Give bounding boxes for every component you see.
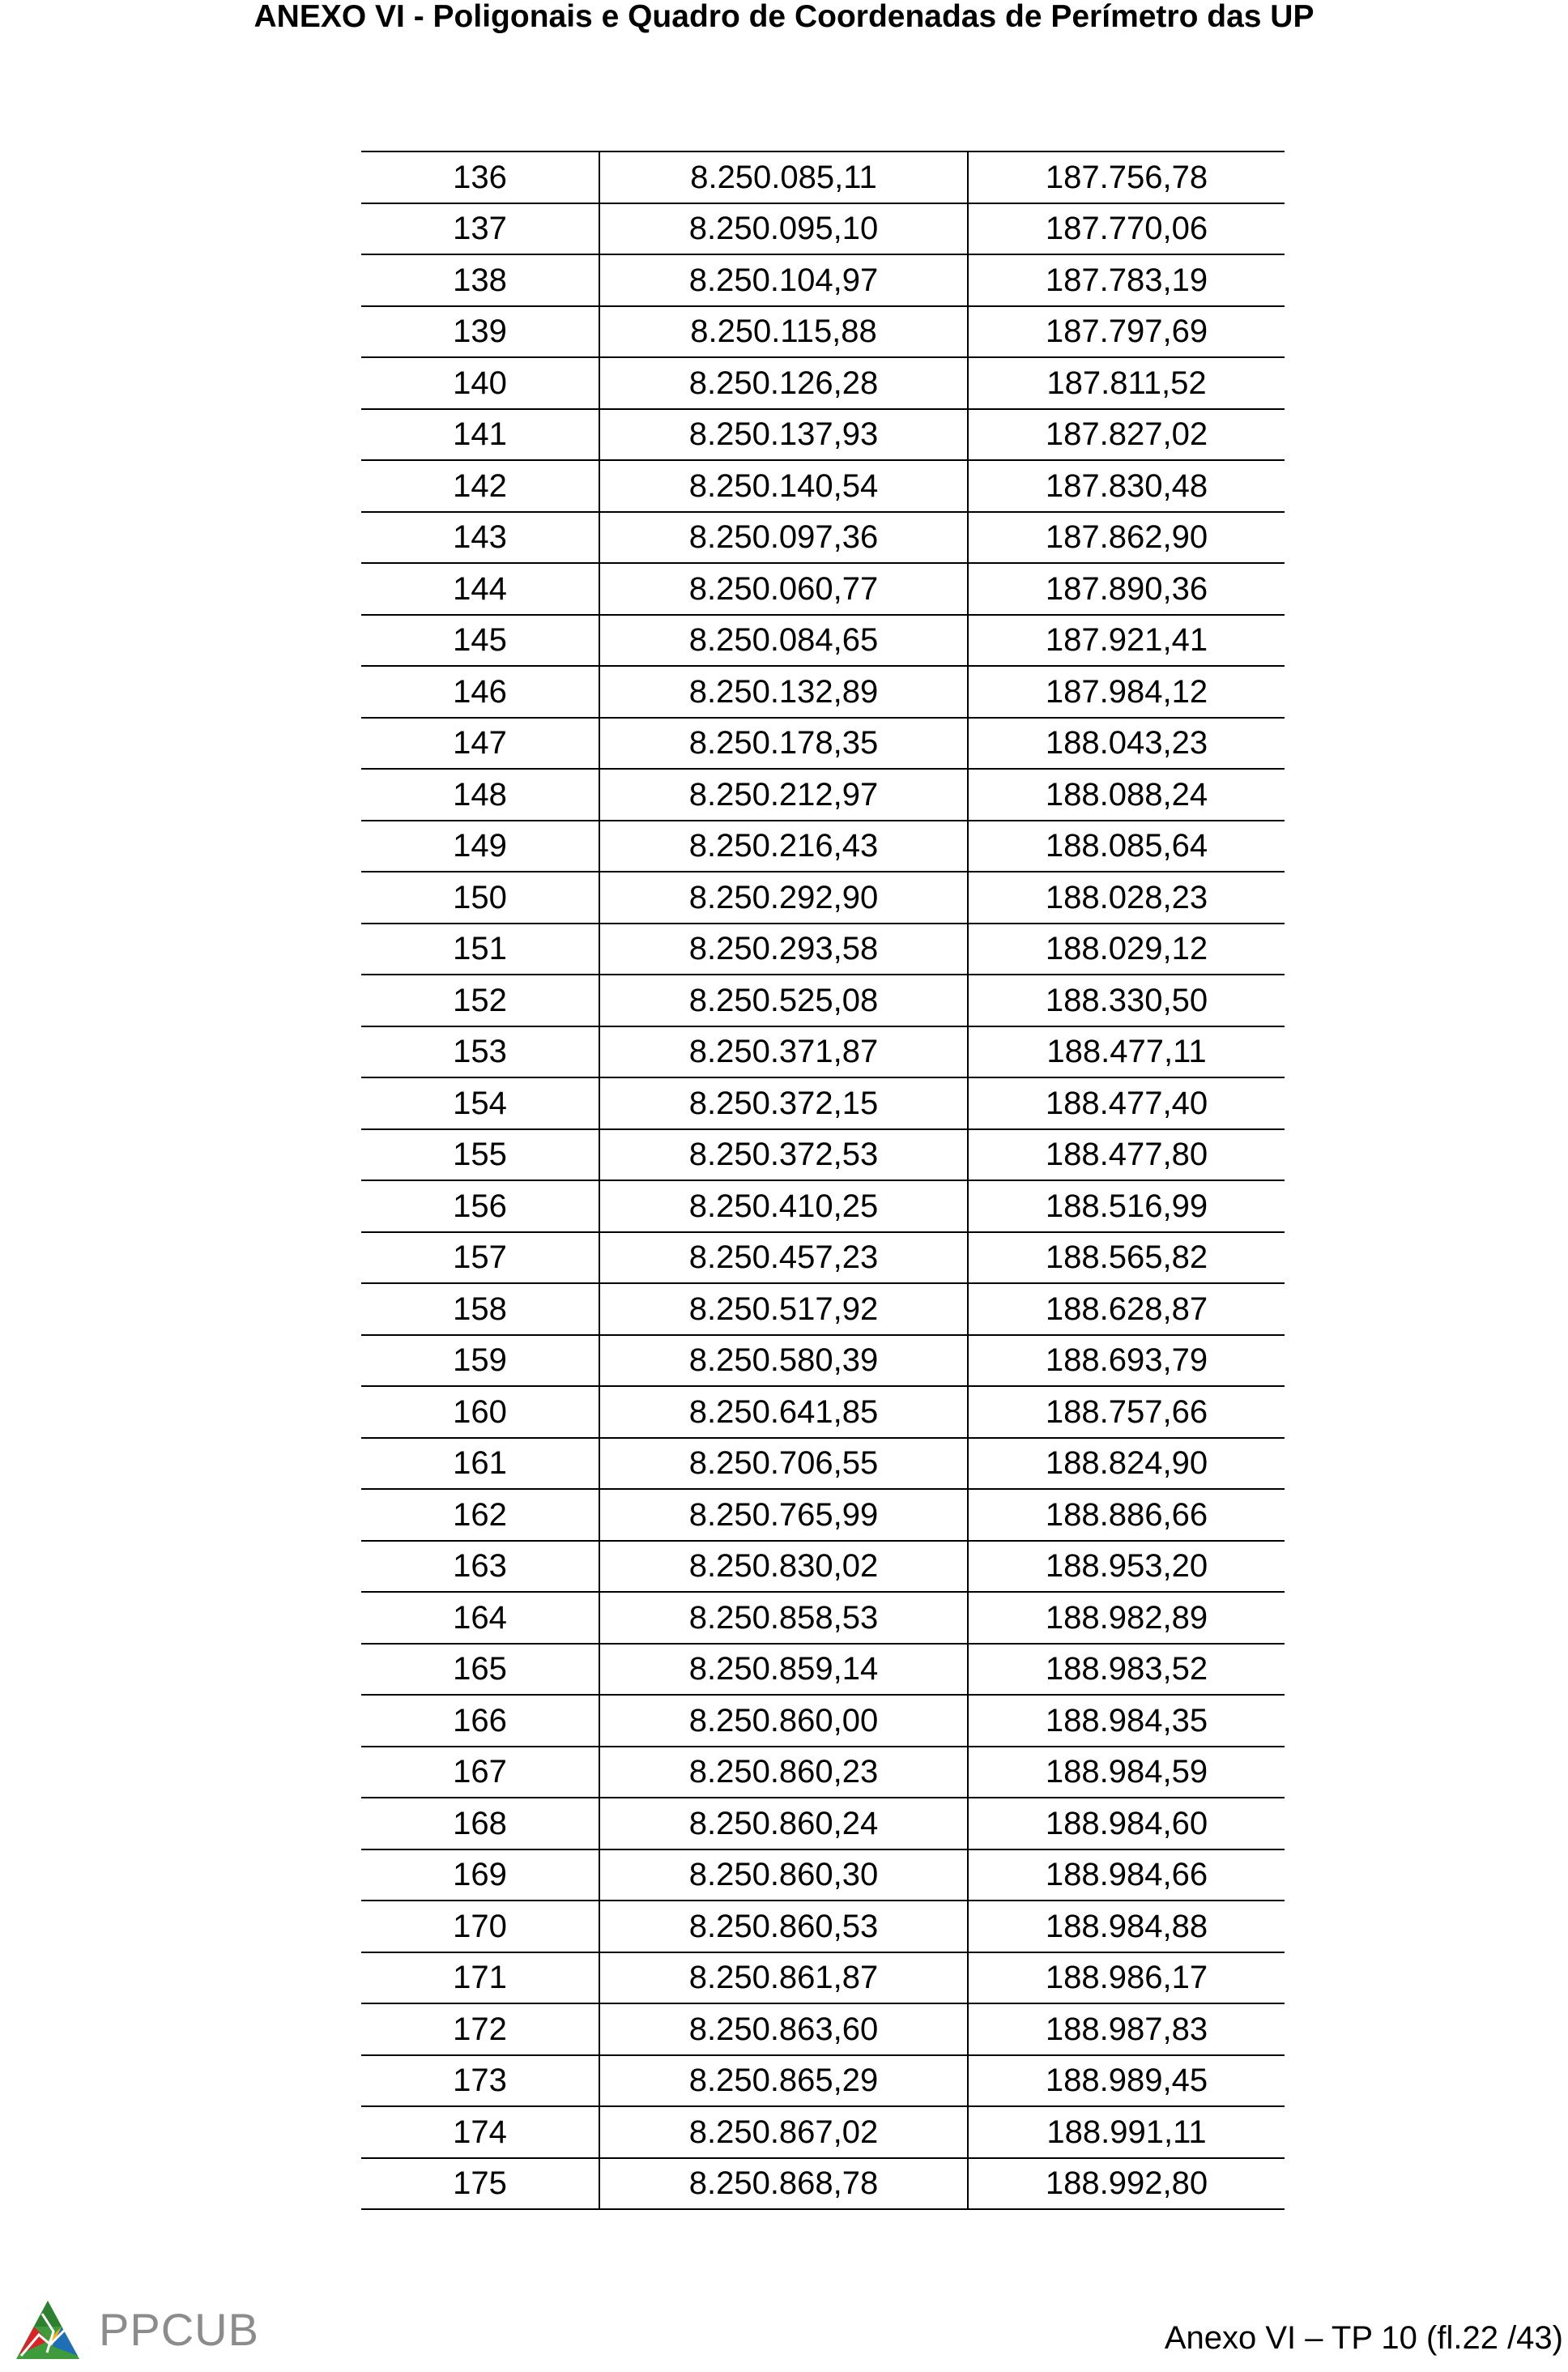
table-row — [361, 718, 1285, 770]
table-row — [361, 1798, 1285, 1849]
title-rest: Poligonais e Quadro de Coordenadas de Perímetro das UP — [432, 0, 1314, 34]
col-coord-b-cell: 187.984,12 — [968, 666, 1285, 718]
table-row — [361, 1335, 1285, 1387]
col-coord-a-cell: 8.250.858,53 — [599, 1592, 968, 1644]
title-prefix: ANEXO VI — [254, 0, 405, 34]
col-coord-b-cell: 187.862,90 — [968, 512, 1285, 564]
col-coord-b-cell: 188.565,82 — [968, 1232, 1285, 1284]
col-point-cell: 155 — [361, 1129, 599, 1181]
col-point-cell: 173 — [361, 2055, 599, 2107]
col-coord-a-cell: 8.250.293,58 — [599, 924, 968, 975]
table-row — [361, 924, 1285, 975]
col-point-cell: 139 — [361, 306, 599, 358]
col-coord-b-cell: 187.797,69 — [968, 306, 1285, 358]
col-coord-a-cell: 8.250.178,35 — [599, 718, 968, 770]
table-row — [361, 357, 1285, 409]
col-coord-b-cell: 188.824,90 — [968, 1438, 1285, 1490]
col-coord-b-cell: 188.984,35 — [968, 1695, 1285, 1747]
col-coord-b-cell: 188.987,83 — [968, 2003, 1285, 2055]
col-coord-a-cell: 8.250.765,99 — [599, 1489, 968, 1541]
table-row — [361, 1541, 1285, 1593]
coordinates-table-body — [361, 151, 1285, 2209]
col-coord-b-cell: 188.757,66 — [968, 1386, 1285, 1438]
col-point-cell: 143 — [361, 512, 599, 564]
col-coord-a-cell: 8.250.457,23 — [599, 1232, 968, 1284]
col-point-cell: 166 — [361, 1695, 599, 1747]
col-point-cell: 156 — [361, 1180, 599, 1232]
col-coord-a-cell: 8.250.860,23 — [599, 1747, 968, 1798]
table-row — [361, 1077, 1285, 1129]
table-row — [361, 1180, 1285, 1232]
col-coord-a-cell: 8.250.137,93 — [599, 409, 968, 461]
col-point-cell: 168 — [361, 1798, 599, 1849]
col-coord-a-cell: 8.250.085,11 — [599, 151, 968, 203]
table-row — [361, 821, 1285, 872]
col-coord-a-cell: 8.250.216,43 — [599, 821, 968, 872]
col-coord-b-cell: 188.984,60 — [968, 1798, 1285, 1849]
col-coord-a-cell: 8.250.140,54 — [599, 460, 968, 512]
table-row — [361, 1026, 1285, 1078]
col-coord-a-cell: 8.250.860,24 — [599, 1798, 968, 1849]
table-row — [361, 1489, 1285, 1541]
table-row — [361, 1952, 1285, 2004]
page-title — [0, 0, 1568, 42]
title-separator: - — [404, 0, 433, 34]
table-row — [361, 1901, 1285, 1952]
table-row — [361, 409, 1285, 461]
col-coord-b-cell: 188.953,20 — [968, 1541, 1285, 1593]
col-coord-b-cell: 187.783,19 — [968, 254, 1285, 306]
col-coord-b-cell: 188.088,24 — [968, 769, 1285, 821]
col-point-cell: 170 — [361, 1901, 599, 1952]
col-point-cell: 174 — [361, 2106, 599, 2158]
col-point-cell: 137 — [361, 203, 599, 255]
table-row — [361, 1849, 1285, 1901]
col-coord-b-cell: 188.986,17 — [968, 1952, 1285, 2004]
col-coord-a-cell: 8.250.097,36 — [599, 512, 968, 564]
col-coord-a-cell: 8.250.410,25 — [599, 1180, 968, 1232]
col-point-cell: 153 — [361, 1026, 599, 1078]
table-row — [361, 1695, 1285, 1747]
col-point-cell: 148 — [361, 769, 599, 821]
col-coord-a-cell: 8.250.292,90 — [599, 872, 968, 924]
col-coord-b-cell: 188.992,80 — [968, 2158, 1285, 2210]
col-coord-a-cell: 8.250.115,88 — [599, 306, 968, 358]
col-coord-b-cell: 188.983,52 — [968, 1644, 1285, 1696]
col-point-cell: 146 — [361, 666, 599, 718]
table-row — [361, 254, 1285, 306]
col-coord-b-cell: 188.029,12 — [968, 924, 1285, 975]
table-row — [361, 769, 1285, 821]
table-row — [361, 975, 1285, 1026]
col-point-cell: 157 — [361, 1232, 599, 1284]
col-coord-b-cell: 188.984,59 — [968, 1747, 1285, 1798]
col-point-cell: 171 — [361, 1952, 599, 2004]
col-coord-a-cell: 8.250.126,28 — [599, 357, 968, 409]
col-coord-a-cell: 8.250.859,14 — [599, 1644, 968, 1696]
col-coord-a-cell: 8.250.132,89 — [599, 666, 968, 718]
col-coord-a-cell: 8.250.860,30 — [599, 1849, 968, 1901]
col-point-cell: 172 — [361, 2003, 599, 2055]
col-point-cell: 150 — [361, 872, 599, 924]
col-point-cell: 144 — [361, 563, 599, 615]
table-row — [361, 2106, 1285, 2158]
col-point-cell: 162 — [361, 1489, 599, 1541]
ppcub-triangle-logo-icon — [15, 2299, 81, 2361]
col-point-cell: 141 — [361, 409, 599, 461]
col-coord-b-cell: 188.628,87 — [968, 1283, 1285, 1335]
col-coord-b-cell: 188.028,23 — [968, 872, 1285, 924]
col-coord-b-cell: 187.811,52 — [968, 357, 1285, 409]
col-point-cell: 152 — [361, 975, 599, 1026]
col-point-cell: 167 — [361, 1747, 599, 1798]
col-coord-b-cell: 187.890,36 — [968, 563, 1285, 615]
col-point-cell: 154 — [361, 1077, 599, 1129]
table-row — [361, 460, 1285, 512]
col-coord-a-cell: 8.250.867,02 — [599, 2106, 968, 2158]
col-coord-b-cell: 188.477,80 — [968, 1129, 1285, 1181]
col-coord-a-cell: 8.250.863,60 — [599, 2003, 968, 2055]
col-point-cell: 163 — [361, 1541, 599, 1593]
col-point-cell: 147 — [361, 718, 599, 770]
col-coord-a-cell: 8.250.868,78 — [599, 2158, 968, 2210]
col-coord-b-cell: 188.330,50 — [968, 975, 1285, 1026]
table-row — [361, 563, 1285, 615]
col-coord-b-cell: 188.043,23 — [968, 718, 1285, 770]
table-row — [361, 666, 1285, 718]
table-row — [361, 2158, 1285, 2210]
col-coord-a-cell: 8.250.830,02 — [599, 1541, 968, 1593]
table-row — [361, 2055, 1285, 2107]
col-point-cell: 159 — [361, 1335, 599, 1387]
col-coord-a-cell: 8.250.641,85 — [599, 1386, 968, 1438]
logo-text: PPCUB — [99, 2304, 259, 2355]
col-point-cell: 145 — [361, 615, 599, 667]
col-coord-a-cell: 8.250.060,77 — [599, 563, 968, 615]
col-coord-a-cell: 8.250.706,55 — [599, 1438, 968, 1490]
table-row — [361, 1386, 1285, 1438]
col-point-cell: 140 — [361, 357, 599, 409]
col-coord-b-cell: 187.827,02 — [968, 409, 1285, 461]
col-point-cell: 164 — [361, 1592, 599, 1644]
table-row — [361, 1232, 1285, 1284]
table-row — [361, 1592, 1285, 1644]
col-coord-b-cell: 188.085,64 — [968, 821, 1285, 872]
table-row — [361, 615, 1285, 667]
col-coord-b-cell: 188.982,89 — [968, 1592, 1285, 1644]
col-coord-b-cell: 188.991,11 — [968, 2106, 1285, 2158]
col-point-cell: 136 — [361, 151, 599, 203]
col-point-cell: 169 — [361, 1849, 599, 1901]
ppcub-logo — [15, 2297, 259, 2362]
col-coord-b-cell: 188.693,79 — [968, 1335, 1285, 1387]
col-coord-b-cell: 188.984,88 — [968, 1901, 1285, 1952]
table-row — [361, 1747, 1285, 1798]
table-row — [361, 1438, 1285, 1490]
table-row — [361, 872, 1285, 924]
col-coord-a-cell: 8.250.861,87 — [599, 1952, 968, 2004]
col-coord-b-cell: 188.477,11 — [968, 1026, 1285, 1078]
col-coord-a-cell: 8.250.212,97 — [599, 769, 968, 821]
col-point-cell: 175 — [361, 2158, 599, 2210]
col-point-cell: 142 — [361, 460, 599, 512]
table-row — [361, 1644, 1285, 1696]
coordinates-table — [361, 151, 1285, 2210]
col-coord-b-cell: 188.984,66 — [968, 1849, 1285, 1901]
table-row — [361, 1283, 1285, 1335]
col-coord-b-cell: 187.830,48 — [968, 460, 1285, 512]
col-coord-a-cell: 8.250.860,53 — [599, 1901, 968, 1952]
table-row — [361, 306, 1285, 358]
col-point-cell: 165 — [361, 1644, 599, 1696]
col-coord-a-cell: 8.250.372,15 — [599, 1077, 968, 1129]
col-point-cell: 161 — [361, 1438, 599, 1490]
col-coord-a-cell: 8.250.084,65 — [599, 615, 968, 667]
col-coord-a-cell: 8.250.865,29 — [599, 2055, 968, 2107]
col-coord-b-cell: 188.989,45 — [968, 2055, 1285, 2107]
col-coord-b-cell: 188.477,40 — [968, 1077, 1285, 1129]
col-point-cell: 149 — [361, 821, 599, 872]
col-coord-a-cell: 8.250.525,08 — [599, 975, 968, 1026]
col-coord-a-cell: 8.250.371,87 — [599, 1026, 968, 1078]
table-row — [361, 203, 1285, 255]
col-coord-a-cell: 8.250.580,39 — [599, 1335, 968, 1387]
col-coord-b-cell: 188.516,99 — [968, 1180, 1285, 1232]
col-coord-b-cell: 187.756,78 — [968, 151, 1285, 203]
table-row — [361, 1129, 1285, 1181]
table-row — [361, 151, 1285, 203]
col-coord-b-cell: 187.921,41 — [968, 615, 1285, 667]
col-coord-a-cell: 8.250.860,00 — [599, 1695, 968, 1747]
table-row — [361, 2003, 1285, 2055]
col-point-cell: 158 — [361, 1283, 599, 1335]
col-coord-b-cell: 188.886,66 — [968, 1489, 1285, 1541]
col-point-cell: 160 — [361, 1386, 599, 1438]
col-coord-a-cell: 8.250.104,97 — [599, 254, 968, 306]
col-point-cell: 151 — [361, 924, 599, 975]
col-coord-b-cell: 187.770,06 — [968, 203, 1285, 255]
col-point-cell: 138 — [361, 254, 599, 306]
col-coord-a-cell: 8.250.095,10 — [599, 203, 968, 255]
col-coord-a-cell: 8.250.372,53 — [599, 1129, 968, 1181]
table-row — [361, 512, 1285, 564]
col-coord-a-cell: 8.250.517,92 — [599, 1283, 968, 1335]
page-reference: Anexo VI – TP 10 (fl.22 /43) — [1164, 2320, 1563, 2356]
